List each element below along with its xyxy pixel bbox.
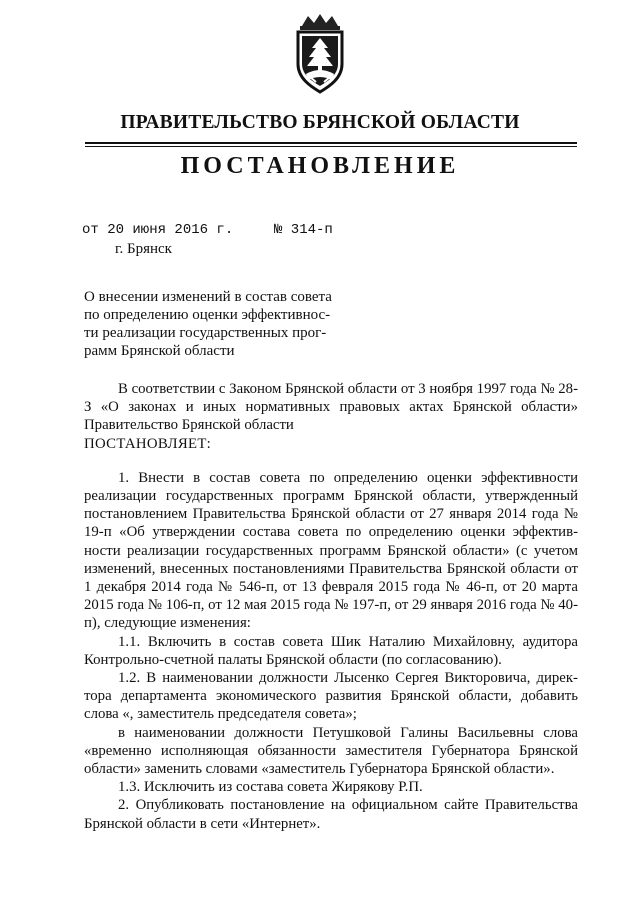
document-number: № 314-п <box>274 222 333 238</box>
header-rule-thick <box>85 142 577 144</box>
subject-line: рамм Брянской области <box>84 343 235 359</box>
subject-line: по определению оценки эффективнос- <box>84 307 331 323</box>
document-city: г. Брянск <box>115 241 172 257</box>
document-body <box>84 380 578 833</box>
government-title: ПРАВИТЕЛЬСТВО БРЯНСКОЙ ОБЛАСТИ <box>120 112 520 133</box>
resolves-heading: ПОСТАНОВЛЯЕТ: <box>84 435 212 452</box>
document-subject <box>84 288 354 360</box>
coat-of-arms-emblem <box>288 14 352 96</box>
preamble-paragraph: В соответствии с Законом Брянской области от 3 ноября 1997 года № 28-З «О законах и иных нормативных правовых актах Брянской области» Правительство Брянской области <box>84 381 578 434</box>
clause-1-2: 1.2. В наименовании должности Лысенко Сергея Викторовича, дирек-тора департамента экономического развития Брянской области, добавить слова «, заместитель председателя совета»; <box>84 670 578 723</box>
clause-1: 1. Внести в состав совета по определению оценки эффективности реализации государственных программ Брянской области, утвержденный постановлением Правительства Брянской области от 27 января 2014 года № 19-п «Об утверждении состава совета по определению оценки эффектив-ности реализации государственных программ Брянской области» (с учетом изменений, внесенных постановлениями Правительства Брянской области от 1 декабря 2014 года № 546-п, от 13 февраля 2015 года № 46-п, от 20 марта 2015 года № 106-п, от 12 мая 2015 года № 197-п, от 29 января 2016 года № 40-п), следующие изменения: <box>84 469 578 632</box>
clause-2: 2. Опубликовать постановление на официальном сайте Правительства Брянской области в сети «Интернет». <box>84 797 578 832</box>
clause-1-1: 1.1. Включить в состав совета Шик Наталию Михайловну, аудитора Контрольно-счетной палаты Брянской области (по согласованию). <box>84 633 578 668</box>
header-rule-thin <box>85 146 577 147</box>
clause-1-3: 1.3. Исключить из состава совета Жирякову Р.П. <box>118 779 423 796</box>
clause-1-2-continued: в наименовании должности Петушковой Галины Васильевны слова «временно исполняющая обязанности заместителя Губернатора Брянской области» заменить словами «заместитель Губернатора Брянской области». <box>84 724 578 778</box>
document-date: от 20 июня 2016 г. <box>82 222 234 238</box>
subject-line: О внесении изменений в состав совета <box>84 289 332 305</box>
subject-line: ти реализации государственных прог- <box>84 325 327 341</box>
document-type-title: ПОСТАНОВЛЕНИЕ <box>180 153 460 179</box>
